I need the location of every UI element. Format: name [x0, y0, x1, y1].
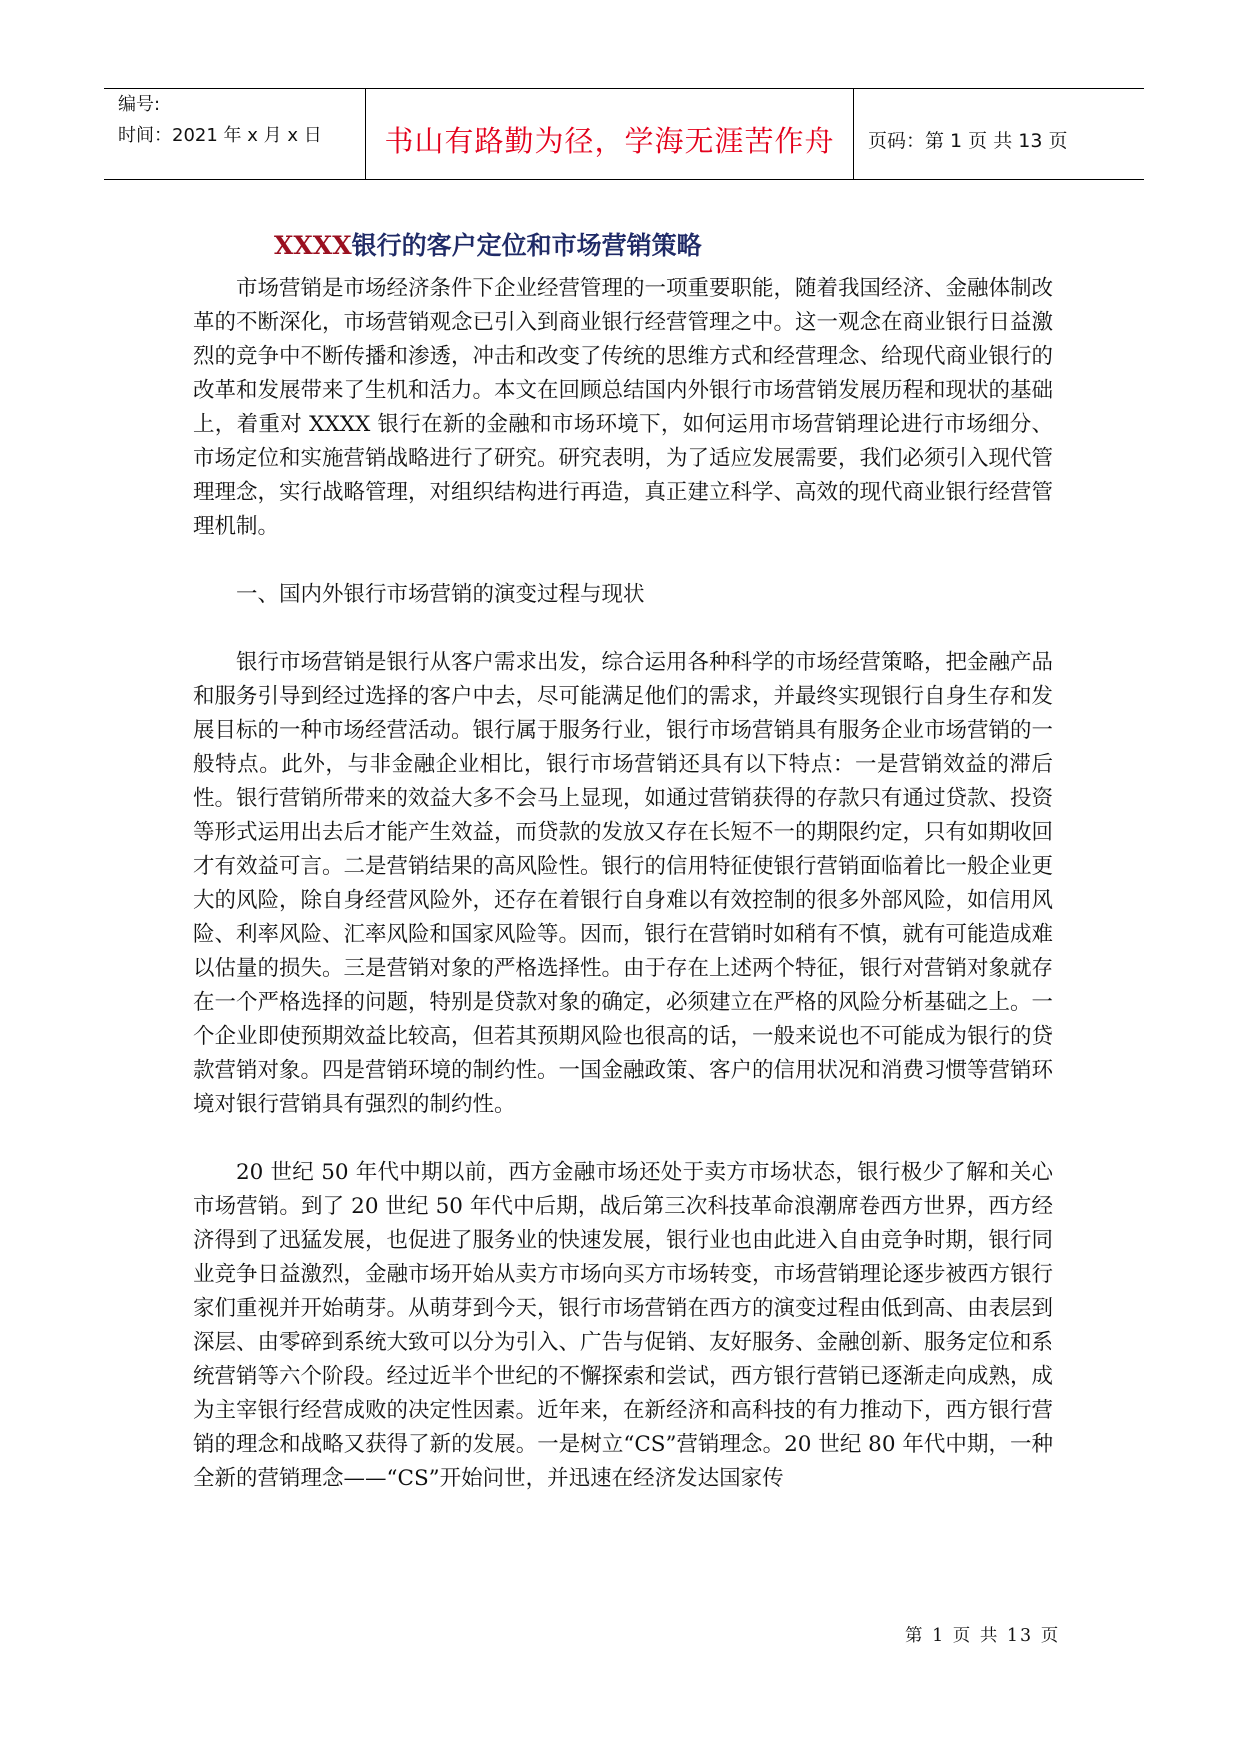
header-meta-cell	[104, 89, 366, 179]
document-time-label: 时间：2021 年 x 月 x 日	[118, 125, 322, 146]
document-number-label: 编号:	[118, 94, 161, 115]
paragraph-intro: 市场营销是市场经济条件下企业经营管理的一项重要职能，随着我国经济、金融体制改革的不断深化，市场营销观念已引入到商业银行经营管理之中。这一观念在商业银行日益激烈的竞争中不断传播和渗透，冲击和改变了传统的思维方式和经营理念、给现代商业银行的改革和发展带来了生机和活力。本文在回顾总结国内外银行市场营销发展历程和现状的基础上，着重对 XXXX 银行在新的金融和市场环境下，如何运用市场营销理论进行市场细分、市场定位和实施营销战略进行了研究。研究表明，为了适应发展需要，我们必须引入现代管理理念，实行战略管理，对组织结构进行再造，真正建立科学、高效的现代商业银行经营管理机制。	[193, 276, 1054, 539]
header-page-cell	[854, 89, 1144, 179]
header-page-info: 页码：第 1 页 共 13 页	[868, 129, 1068, 152]
document-title	[274, 226, 702, 262]
document-title-text: 银行的客户定位和市场营销策略	[351, 231, 702, 260]
section-heading: 一、国内外银行市场营销的演变过程与现状	[236, 582, 645, 607]
footer-page-number: 第 1 页 共 13 页	[905, 1626, 1061, 1646]
paragraph-bank-marketing: 银行市场营销是银行从客户需求出发，综合运用各种科学的市场经营策略，把金融产品和服务引导到经过选择的客户中去，尽可能满足他们的需求，并最终实现银行自身生存和发展目标的一种市场经营活动。银行属于服务行业，银行市场营销具有服务企业市场营销的一般特点。此外，与非金融企业相比，银行市场营销还具有以下特点：一是营销效益的滞后性。银行营销所带来的效益大多不会马上显现，如通过营销获得的存款只有通过贷款、投资等形式运用出去后才能产生效益，而贷款的发放又存在长短不一的期限约定，只有如期收回才有效益可言。二是营销结果的高风险性。银行的信用特征使银行营销面临着比一般企业更大的风险，除自身经营风险外，还存在着银行自身难以有效控制的很多外部风险，如信用风险、利率风险、汇率风险和国家风险等。因而，银行在营销时如稍有不慎，就有可能造成难以估量的损失。三是营销对象的严格选择性。由于存在上述两个特征，银行对营销对象就存在一个严格选择的问题，特别是贷款对象的确定，必须建立在严格的风险分析基础之上。一个企业即使预期效益比较高，但若其预期风险也很高的话，一般来说也不可能成为银行的贷款营销对象。四是营销环境的制约性。一国金融政策、客户的信用状况和消费习惯等营销环境对银行营销具有强烈的制约性。	[193, 650, 1054, 1117]
paragraph-history: 20 世纪 50 年代中期以前，西方金融市场还处于卖方市场状态，银行极少了解和关心市场营销。到了 20 世纪 50 年代中后期，战后第三次科技革命浪潮席卷西方世界，西方经济得到了迅猛发展，也促进了服务业的快速发展，银行业也由此进入自由竞争时期，银行同业竞争日益激烈，金融市场开始从卖方市场向买方市场转变，市场营销理论逐步被西方银行家们重视并开始萌芽。从萌芽到今天，银行市场营销在西方的演变过程由低到高、由表层到深层、由零碎到系统大致可以分为引入、广告与促销、友好服务、金融创新、服务定位和系统营销等六个阶段。经过近半个世纪的不懈探索和尝试，西方银行营销已逐渐走向成熟，成为主宰银行经营成败的决定性因素。近年来，在新经济和高科技的有力推动下，西方银行营销的理念和战略又获得了新的发展。一是树立“CS”营销理念。20 世纪 80 年代中期，一种全新的营销理念——“CS”开始问世，并迅速在经济发达国家传	[193, 1160, 1054, 1491]
header-motto: 书山有路勤为径，学海无涯苦作舟	[384, 123, 835, 158]
document-body	[193, 272, 1053, 1530]
document-header	[104, 88, 1144, 180]
document-title-code: XXXX	[274, 231, 352, 260]
header-motto-cell	[366, 89, 854, 179]
